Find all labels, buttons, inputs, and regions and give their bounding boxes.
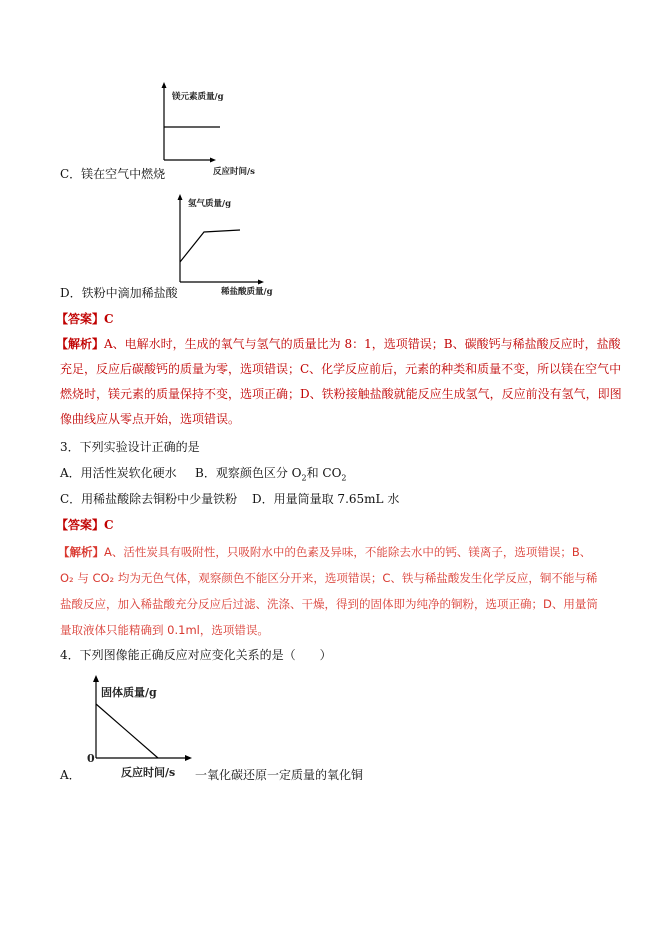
graph-d-y-arrow	[178, 194, 183, 200]
graph-d-x-arrow	[258, 280, 264, 285]
q3-option-a: A．用活性炭软化硬水	[60, 466, 177, 480]
graph-q4-a-y-label: 固体质量/g	[101, 686, 157, 699]
graph-d-y-label: 氢气质量/g	[188, 199, 232, 209]
graph-q4-a-option-letter: A．	[60, 768, 81, 782]
graph-d-caption: D．铁粉中滴加稀盐酸	[60, 286, 178, 300]
q2-explanation-tag: 【解析】	[56, 337, 105, 351]
q3-explanation-tag: 【解析】	[58, 545, 104, 559]
graph-c-x-label: 反应时间/s	[213, 167, 255, 177]
graph-c-y-label: 镁元素质量/g	[172, 92, 224, 102]
q3-option-c: C．用稀盐酸除去铜粉中少量铁粉	[60, 492, 238, 506]
q3-explanation-line-1: A、活性炭具有吸附性，只吸附水中的色素及异味，不能除去水中的钙、镁离子，选项错误；B、	[104, 545, 592, 559]
graph-q4-a-curve	[96, 704, 158, 758]
q2-explanation-line-4: 像曲线应从零点开始，选项错误。	[60, 412, 241, 426]
q3-option-d: D．用量筒量取 7.65mL 水	[252, 492, 400, 506]
graph-q4-a-caption: 一氧化碳还原一定质量的氧化铜	[195, 768, 364, 782]
graph-q4-a-x-label: 反应时间/s	[121, 766, 176, 779]
graph-c-x-arrow	[210, 158, 216, 163]
q3-explanation-line-4: 量取液体只能精确到 0.1ml，选项错误。	[60, 623, 269, 637]
graph-q4-a-x-arrow	[185, 755, 192, 761]
graph-c-y-arrow	[162, 82, 167, 88]
q3-option-b	[195, 466, 347, 485]
q3-explanation-line-2: O₂ 与 CO₂ 均为无色气体，观察颜色不能区分开来，选项错误；C、铁与稀盐酸发生化学反应，铜不能与稀	[60, 571, 598, 585]
graph-q4-a-y-arrow	[93, 675, 99, 682]
q2-explanation-line-1: A、电解水时，生成的氧气与氢气的质量比为 8：1，选项错误；B、碳酸钙与稀盐酸反应时，盐酸	[104, 337, 621, 351]
graph-d-x-label: 稀盐酸质量/g	[221, 287, 273, 297]
q2-explanation-line-3: 燃烧时，镁元素的质量保持不变，选项正确；D、铁粉接触盐酸就能反应生成氢气，反应前没有氢气，即图	[60, 387, 622, 401]
graph-c-caption: C．镁在空气中燃烧	[60, 167, 166, 181]
q3-option-b-sub2: 2	[341, 473, 347, 483]
q3-answer-value: C	[104, 518, 114, 532]
q3-explanation-line-3: 盐酸反应，加入稀盐酸充分反应后过滤、洗涤、干燥，得到的固体即为纯净的铜粉，选项正确；D、用量筒	[60, 597, 598, 611]
q4-stem: 4．下列图像能正确反应对应变化关系的是（ ）	[60, 648, 332, 662]
q2-answer-tag: 【答案】	[56, 312, 105, 326]
q3-option-b-mid: 和 CO	[306, 466, 342, 480]
graph-q4-a-origin: 0	[87, 752, 95, 765]
q3-stem: 3．下列实验设计正确的是	[60, 440, 200, 454]
q2-answer-value: C	[104, 312, 114, 326]
graph-d-curve	[180, 230, 240, 262]
q3-answer-tag: 【答案】	[56, 518, 105, 532]
q3-option-b-prefix: B．观察颜色区分 O	[195, 466, 302, 480]
q3-option-b-sub1: 2	[301, 473, 307, 483]
q2-explanation-line-2: 充足，反应后碳酸钙的质量为零，选项错误；C、化学反应前后，元素的种类和质量不变，所以镁在空气中	[60, 362, 622, 376]
